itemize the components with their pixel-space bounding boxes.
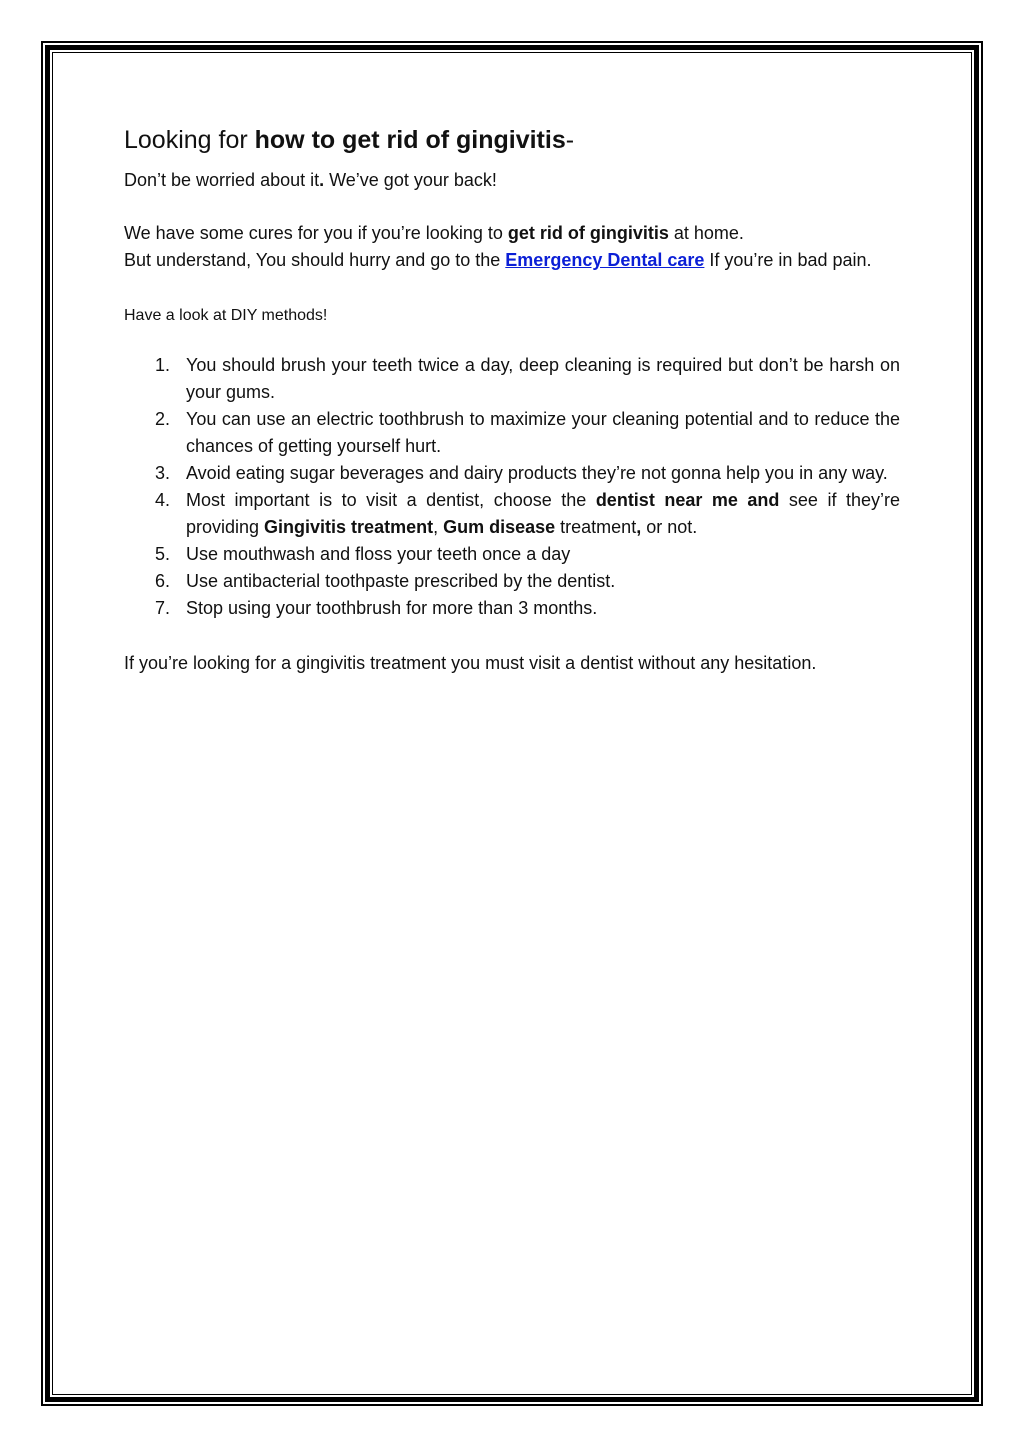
closing-paragraph: If you’re looking for a gingivitis treatment you must visit a dentist without any hesitation. [124, 653, 817, 673]
intro-paragraph [124, 220, 900, 274]
title-suffix: - [565, 126, 575, 154]
list-text: Most important is to visit a dentist, choose the [186, 490, 596, 510]
subheading [124, 167, 900, 194]
list-number: 4. [155, 490, 171, 510]
list-item [124, 487, 900, 541]
list-text: Use mouthwash and floss your teeth once a day [186, 544, 571, 564]
list-keyword: , [636, 517, 642, 537]
list-keyword: Gum disease [443, 517, 556, 537]
list-number: 1. [155, 355, 171, 375]
diy-label: Have a look at DIY methods! [124, 307, 328, 324]
list-keyword: dentist near me and [595, 490, 780, 510]
list-text: see if they’re providing [186, 490, 901, 537]
list-item [124, 595, 900, 622]
list-number: 3. [155, 463, 171, 483]
intro-line2-suffix: If you’re in bad pain. [704, 250, 872, 270]
subheading-text: Don’t be worried about it [124, 170, 320, 190]
intro-keyword: get rid of gingivitis [507, 223, 669, 243]
list-item [124, 406, 900, 460]
list-text: You can use an electric toothbrush to maximize your cleaning potential and to reduce the chances of getting yourself hurt. [186, 409, 900, 456]
intro-line1-suffix: at home. [668, 223, 744, 243]
list-text: , [433, 517, 444, 537]
list-item [124, 541, 900, 568]
diy-methods-list [124, 352, 900, 622]
list-item [124, 460, 900, 487]
list-text: or not. [641, 517, 698, 537]
title-keyword: how to get rid of gingivitis [254, 126, 566, 154]
subheading-period: . [319, 170, 325, 190]
list-item [124, 568, 900, 595]
intro-line2-text: But understand, You should hurry and go to the [124, 250, 506, 270]
list-text: Avoid eating sugar beverages and dairy products they’re not gonna help you in any way. [186, 463, 888, 483]
document-content [124, 121, 900, 677]
page-title [124, 121, 900, 159]
list-number: 6. [155, 571, 171, 591]
list-number: 7. [155, 598, 171, 618]
list-keyword: Gingivitis treatment [264, 517, 434, 537]
list-item [124, 352, 900, 406]
intro-line1-text: We have some cures for you if you’re looking to [124, 223, 508, 243]
list-number: 2. [155, 409, 171, 429]
list-text: Use antibacterial toothpaste prescribed by the dentist. [186, 571, 616, 591]
emergency-dental-care-link[interactable]: Emergency Dental care [505, 250, 705, 270]
list-text: treatment [555, 517, 637, 537]
list-text: You should brush your teeth twice a day, deep cleaning is required but don’t be harsh on your gums. [186, 355, 900, 402]
subheading-text-2: We’ve got your back! [324, 170, 497, 190]
list-number: 5. [155, 544, 171, 564]
title-prefix: Looking for [124, 126, 255, 154]
list-text: Stop using your toothbrush for more than 3 months. [186, 598, 598, 618]
